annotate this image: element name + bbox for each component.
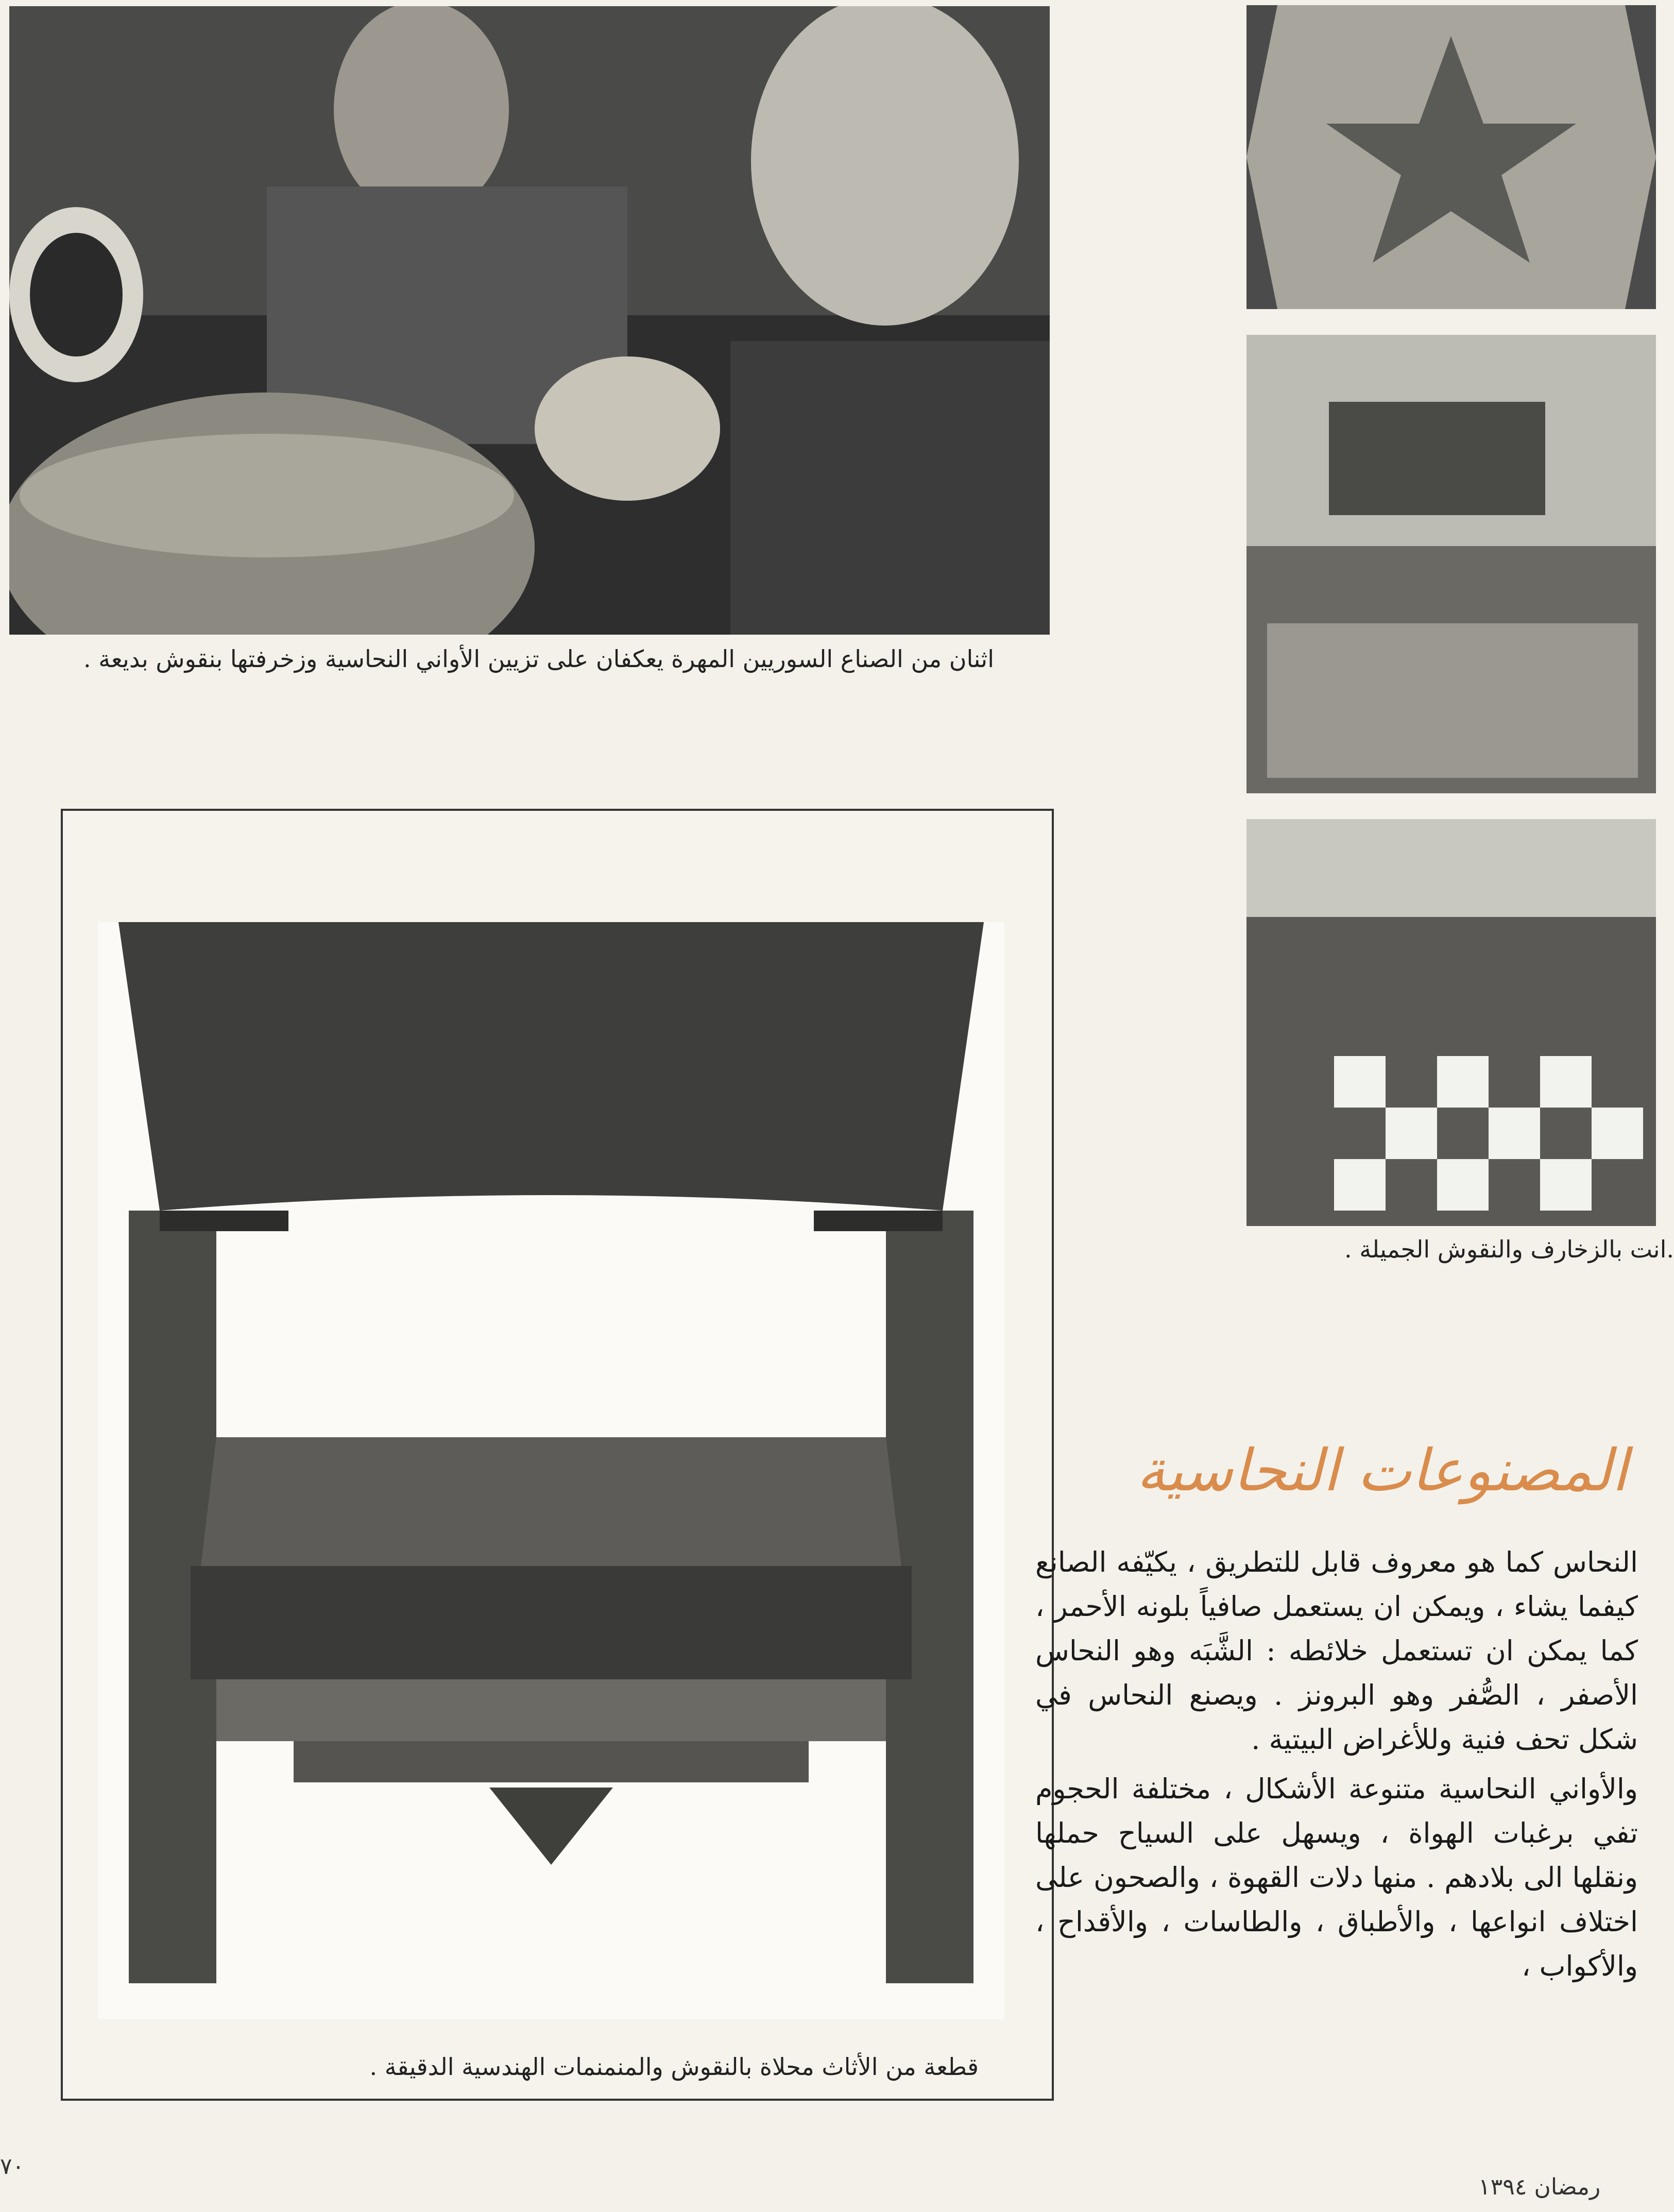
side-photos-caption: .انت بالزخارف والنقوش الجميلة . [1344, 1235, 1674, 1263]
page-number: ٧٠ [0, 2153, 25, 2180]
inlay-board-photo [1246, 819, 1656, 1226]
article-paragraph-2: والأواني النحاسية متنوعة الأشكال ، مختلفة الحجوم تفي برغبات الهواة ، ويسهل على السياح حملها ونقلها الى بلادهم . منها دلات القهوة ، والصحون على اختلاف انواعها ، والأطباق ، والطاسات ، والأقداح ، والأكواب ، [1035, 1773, 1638, 1982]
craftsmen-photo [9, 6, 1050, 635]
article-paragraph-1: النحاس كما هو معروف قابل للتطريق ، يكيّفه الصانع كيفما يشاء ، ويمكن ان يستعمل صافياً بلونه الأحمر ، كما يمكن ان تستعمل خلائطه : الشَّبَه وهو النحاس الأصفر ، الصُّفر وهو البرونز . ويصنع النحاس في شكل تحف فنية وللأغراض البيتية . [1035, 1546, 1638, 1756]
issue-date: رمضان ١٣٩٤ [1478, 2174, 1601, 2200]
section-title: المصنوعات النحاسية [1136, 1437, 1628, 1504]
inlaid-chair-photo [98, 922, 1004, 2019]
inlay-box-photo [1246, 335, 1656, 793]
article-body [1035, 1540, 1638, 1994]
chair-photo-caption: قطعة من الأثاث محلاة بالنقوش والمنمنمات الهندسية الدقيقة . [369, 2053, 979, 2081]
top-photo-caption: اثنان من الصناع السوريين المهرة يعكفان على تزيين الأواني النحاسية وزخرفتها بنقوش بديعة . [83, 645, 994, 673]
inlay-star-pattern-photo [1246, 5, 1656, 309]
